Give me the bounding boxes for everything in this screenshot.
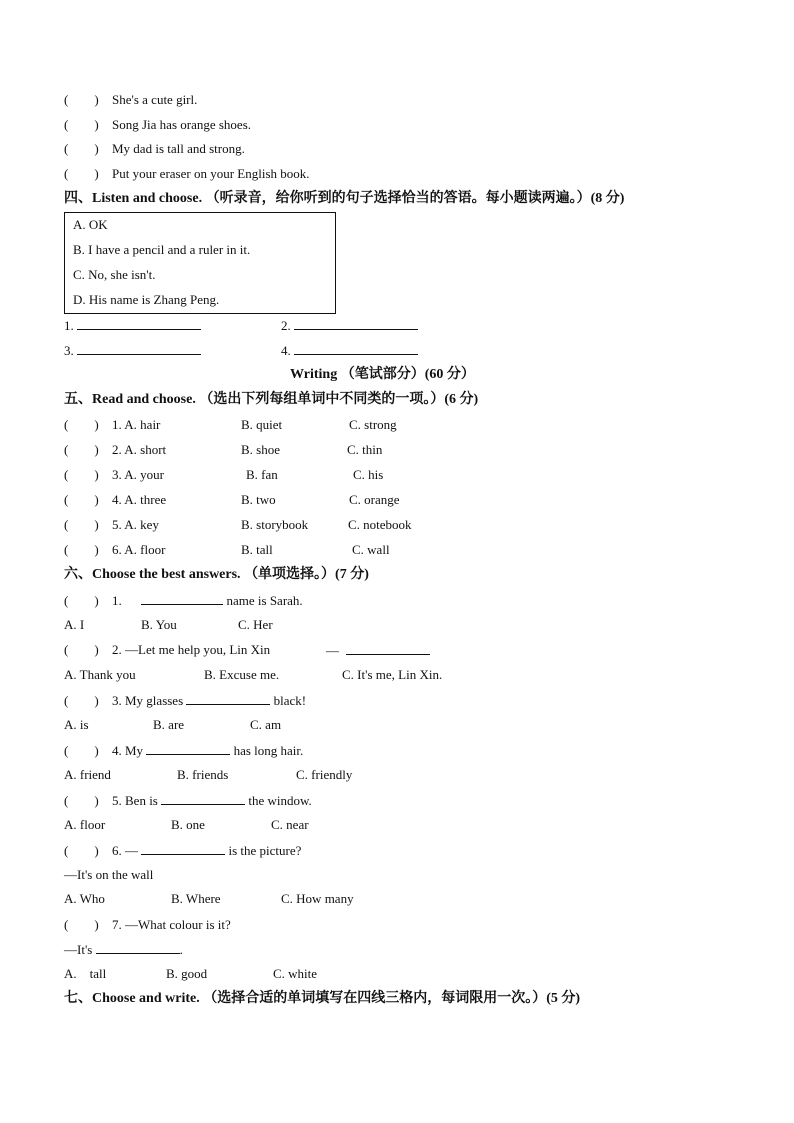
tf-text: She's a cute girl. (112, 92, 198, 107)
section-title: 五、Read and choose. (64, 392, 196, 407)
option-b: B. I have a pencil and a ruler in it. (73, 242, 251, 257)
question-6 (64, 842, 301, 859)
question-text: 7. —What colour is it? (112, 917, 231, 932)
option-c: C. No, she isn't. (73, 267, 156, 282)
question-text: 5. Ben is (112, 793, 158, 808)
answer-paren[interactable]: ( ) (64, 117, 99, 132)
question-text: is the picture? (228, 843, 302, 858)
answer-blank[interactable] (77, 317, 201, 330)
option-a: A. OK (73, 217, 108, 232)
tf-item-4 (64, 166, 310, 182)
option-b: B. good (166, 966, 208, 981)
option-c: C. his (353, 467, 384, 482)
option-c: C. friendly (296, 767, 353, 782)
section-6-heading (64, 567, 369, 583)
answer-blank[interactable] (294, 317, 418, 330)
option-a: A. floor (64, 817, 106, 832)
question-3 (64, 692, 306, 709)
option-c: C. white (273, 966, 318, 981)
option-b: B. two (241, 492, 276, 507)
option-c: C. thin (347, 442, 383, 457)
answer-blank[interactable] (77, 342, 201, 355)
section-4-heading (64, 191, 624, 207)
answer-paren[interactable]: ( ) (64, 517, 99, 532)
option-a: 2. A. short (112, 442, 167, 457)
writing-note: （笔试部分）(60 分） (340, 367, 475, 382)
choose-row-1 (64, 417, 160, 433)
answer-paren[interactable]: ( ) (64, 693, 99, 708)
reply-period: . (179, 942, 183, 957)
option-a: A. I (64, 617, 85, 632)
option-b: B. You (141, 617, 177, 632)
question-text: 6. — (112, 843, 138, 858)
answer-blank[interactable] (186, 692, 270, 705)
choose-row-5 (64, 517, 159, 533)
option-c: C. am (250, 717, 282, 732)
option-a: 4. A. three (112, 492, 167, 507)
choose-row-2 (64, 442, 166, 458)
option-b: B. storybook (241, 517, 309, 532)
option-a: 6. A. floor (112, 542, 166, 557)
answer-paren[interactable]: ( ) (64, 793, 99, 808)
answer-paren[interactable]: ( ) (64, 542, 99, 557)
option-a: A. is (64, 717, 89, 732)
option-b: B. Excuse me. (204, 667, 280, 682)
answer-paren[interactable]: ( ) (64, 166, 99, 181)
question-text: name is Sarah. (226, 593, 303, 608)
option-b: B. quiet (241, 417, 283, 432)
answer-line-1 (64, 317, 201, 334)
choose-row-6 (64, 542, 165, 558)
answer-line-3 (64, 342, 201, 359)
question-4 (64, 742, 303, 759)
answer-paren[interactable]: ( ) (64, 743, 99, 758)
question-7-reply (64, 941, 183, 958)
option-a: 5. A. key (112, 517, 159, 532)
answer-paren[interactable]: ( ) (64, 642, 99, 657)
section-title: 四、Listen and choose. (64, 191, 203, 206)
question-5 (64, 792, 312, 809)
question-number: 1. (112, 593, 122, 608)
section-title: 六、Choose the best answers. (64, 567, 241, 582)
section-note: （选择合适的单词填写在四线三格内，每词限用一次。）(5 分) (203, 991, 581, 1006)
section-note: （单项选择。）(7 分) (244, 567, 369, 582)
answer-blank[interactable] (141, 592, 223, 605)
tf-item-3 (64, 141, 245, 157)
writing-title: Writing (290, 367, 338, 382)
section-note: （选出下列每组单词中不同类的一项。）(6 分) (199, 392, 479, 407)
option-b: B. friends (177, 767, 229, 782)
dash: — (326, 643, 339, 658)
question-text: 2. —Let me help you, Lin Xin (112, 642, 271, 657)
option-c: C. wall (352, 542, 390, 557)
blank-number: 1. (64, 318, 74, 333)
option-b: B. Where (171, 891, 221, 906)
answer-paren[interactable]: ( ) (64, 417, 99, 432)
option-c: C. strong (349, 417, 397, 432)
option-b: B. tall (241, 542, 273, 557)
option-a: 1. A. hair (112, 417, 161, 432)
tf-item-1 (64, 92, 197, 108)
option-a: 3. A. your (112, 467, 164, 482)
answer-paren[interactable]: ( ) (64, 92, 99, 107)
question-1 (64, 592, 303, 609)
question-6-reply: —It's on the wall (64, 867, 154, 882)
answer-line-2 (281, 317, 418, 334)
question-2-reply (326, 642, 430, 659)
tf-text: Song Jia has orange shoes. (112, 117, 252, 132)
tf-text: My dad is tall and strong. (112, 141, 245, 156)
option-c: C. It's me, Lin Xin. (342, 667, 443, 682)
answer-blank[interactable] (346, 642, 430, 655)
option-b: B. are (153, 717, 185, 732)
reply-text: —It's (64, 942, 93, 957)
section-title: 七、Choose and write. (64, 991, 200, 1006)
option-a: A. friend (64, 767, 111, 782)
choose-row-3 (64, 467, 164, 483)
question-text: 4. My (112, 743, 144, 758)
tf-text: Put your eraser on your English book. (112, 166, 310, 181)
answer-paren[interactable]: ( ) (64, 442, 99, 457)
answer-paren[interactable]: ( ) (64, 141, 99, 156)
option-a: A. tall (64, 966, 107, 981)
question-text: has long hair. (233, 743, 304, 758)
option-a: A. Who (64, 891, 105, 906)
choose-row-4 (64, 492, 166, 508)
blank-number: 3. (64, 343, 74, 358)
answer-blank[interactable] (294, 342, 418, 355)
answer-blank[interactable] (141, 842, 225, 855)
answer-paren[interactable]: ( ) (64, 917, 99, 932)
answer-paren[interactable]: ( ) (64, 593, 99, 608)
answer-paren[interactable]: ( ) (64, 467, 99, 482)
option-b: B. one (171, 817, 205, 832)
blank-number: 2. (281, 318, 291, 333)
answer-line-4 (281, 342, 418, 359)
section-note: （听录音，给你听到的句子选择恰当的答语。每小题读两遍。）(8 分) (205, 191, 625, 206)
answer-paren[interactable]: ( ) (64, 492, 99, 507)
answer-blank[interactable] (146, 742, 230, 755)
tf-item-2 (64, 117, 251, 133)
option-c: C. How many (281, 891, 354, 906)
option-d: D. His name is Zhang Peng. (73, 292, 220, 307)
question-text: the window. (248, 793, 312, 808)
option-b: B. shoe (241, 442, 280, 457)
blank-number: 4. (281, 343, 291, 358)
options-box (64, 212, 336, 314)
question-text: black! (273, 693, 307, 708)
option-c: C. near (271, 817, 309, 832)
answer-paren[interactable]: ( ) (64, 843, 99, 858)
answer-blank[interactable] (161, 792, 245, 805)
option-a: A. Thank you (64, 667, 136, 682)
writing-heading (290, 367, 475, 383)
option-c: C. Her (238, 617, 273, 632)
section-7-heading (64, 991, 580, 1007)
option-c: C. notebook (348, 517, 412, 532)
option-c: C. orange (349, 492, 400, 507)
section-5-heading (64, 392, 478, 408)
answer-blank[interactable] (96, 941, 180, 954)
question-text: 3. My glasses (112, 693, 184, 708)
question-7 (64, 917, 231, 933)
question-2 (64, 642, 270, 658)
option-b: B. fan (246, 467, 278, 482)
